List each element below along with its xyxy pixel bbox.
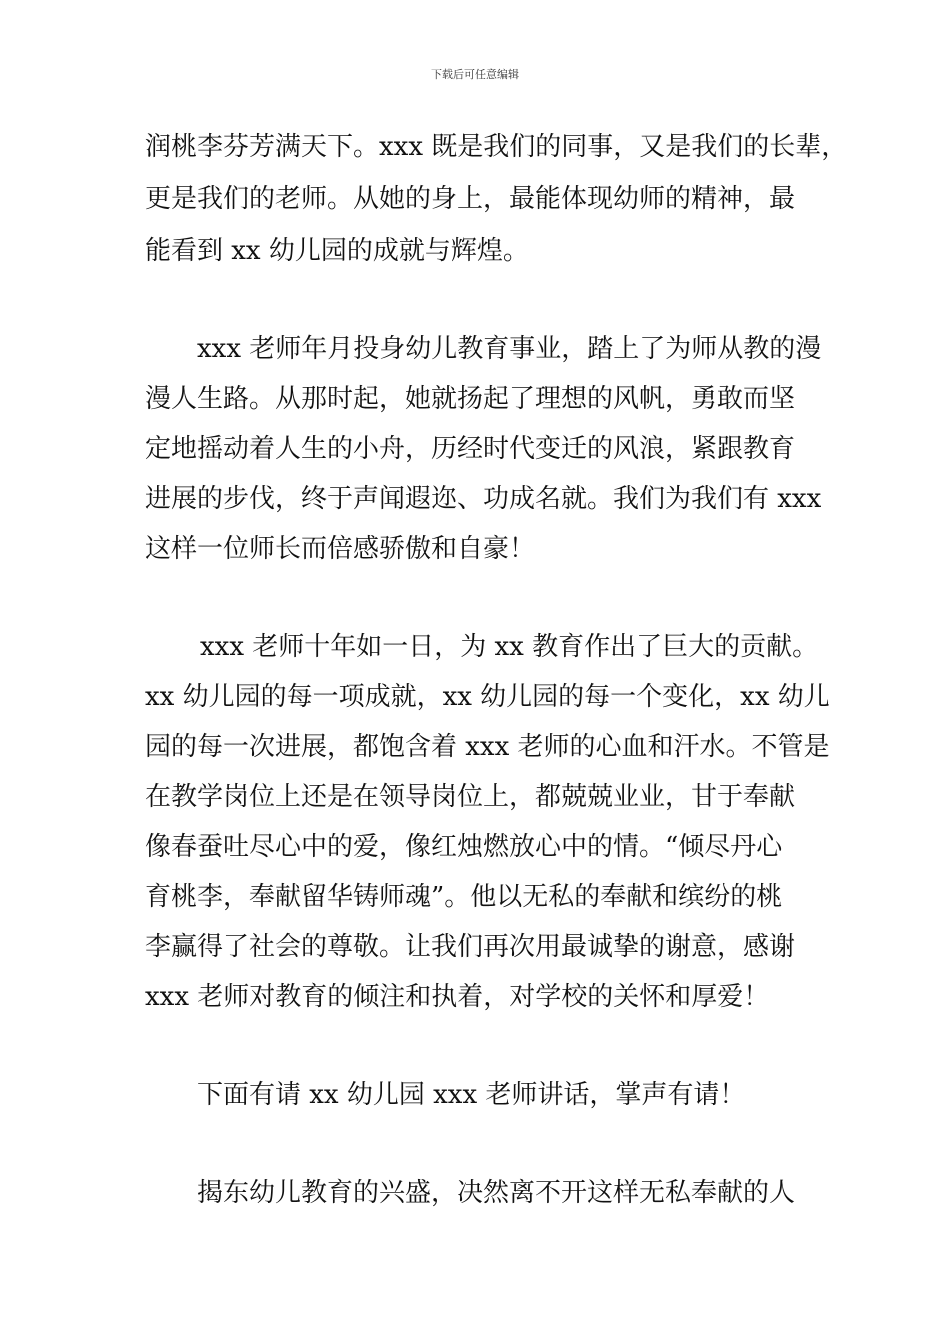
- page-header-note: 下载后可任意编辑: [431, 68, 519, 81]
- paragraph-line: 更是我们的老师。从她的身上，最能体现幼师的精神，最: [145, 184, 796, 214]
- paragraph-line: 下面有请 xx 幼儿园 xxx 老师讲话，掌声有请！: [197, 1080, 746, 1110]
- paragraph-line: 李赢得了社会的尊敬。让我们再次用最诚挚的谢意，感谢: [145, 932, 796, 962]
- paragraph-line: 揭东幼儿教育的兴盛，决然离不开这样无私奉献的人: [197, 1178, 796, 1208]
- paragraph-line: 能看到 xx 幼儿园的成就与辉煌。: [145, 236, 529, 266]
- paragraph-line: 润桃李芬芳满天下。xxx 既是我们的同事，又是我们的长辈，: [145, 132, 848, 162]
- paragraph-line: 育桃李，奉献留华铸师魂”。他以无私的奉献和缤纷的桃: [145, 882, 783, 912]
- paragraph-line: 这样一位师长而倍感骄傲和自豪！: [145, 534, 536, 564]
- paragraph-line: 进展的步伐，终于声闻遐迩、功成名就。我们为我们有 xxx: [145, 484, 822, 514]
- paragraph-line: xxx 老师十年如一日，为 xx 教育作出了巨大的贡献。: [200, 632, 819, 662]
- paragraph-line: xx 幼儿园的每一项成就，xx 幼儿园的每一个变化，xx 幼儿: [145, 682, 830, 712]
- paragraph-line: xxx 老师年月投身幼儿教育事业，踏上了为师从教的漫: [197, 334, 822, 364]
- paragraph-line: 定地摇动着人生的小舟，历经时代变迁的风浪，紧跟教育: [145, 434, 796, 464]
- paragraph-line: 漫人生路。从那时起，她就扬起了理想的风帆，勇敢而坚: [145, 384, 796, 414]
- paragraph-line: xxx 老师对教育的倾注和执着，对学校的关怀和厚爱！: [145, 982, 770, 1012]
- paragraph-line: 在教学岗位上还是在领导岗位上，都兢兢业业，甘于奉献: [145, 782, 796, 812]
- paragraph-line: 园的每一次进展，都饱含着 xxx 老师的心血和汗水。不管是: [145, 732, 830, 762]
- paragraph-line: 像春蚕吐尽心中的爱，像红烛燃放心中的情。“倾尽丹心: [145, 832, 783, 862]
